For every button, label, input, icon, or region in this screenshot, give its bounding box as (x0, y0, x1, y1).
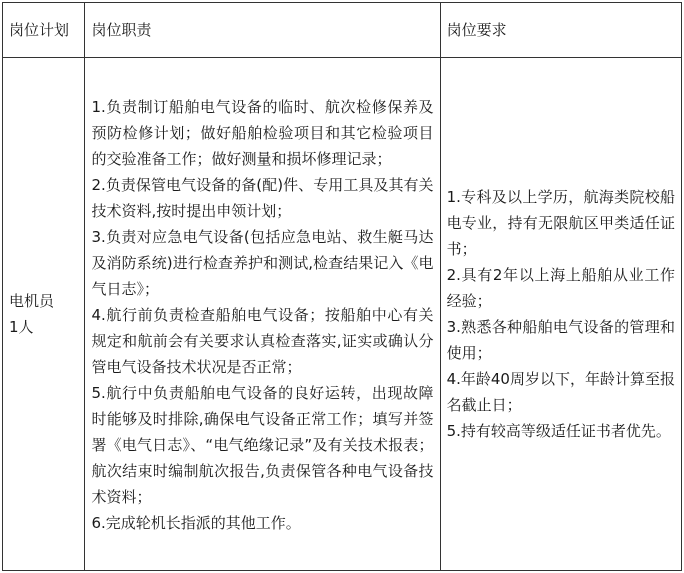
header-position-plan: 岗位计划 (3, 3, 85, 58)
job-table (2, 2, 682, 571)
header-duties: 岗位职责 (85, 3, 440, 58)
table-row (3, 58, 682, 571)
duties-cell (85, 58, 440, 571)
requirements-text: 1.专科及以上学历，航海类院校船电专业，持有无限航区甲类适任证书； 2.具有2年以上海上船舶从业工作经验； 3.熟悉各种船舶电气设备的管理和使用； 4.年龄40周岁以下，年龄计算至报名截止日； 5.持有较高等级适任证书者优先。 (446, 188, 675, 440)
duties-text: 1.负责制订船舶电气设备的临时、航次检修保养及预防检修计划；做好船舶检验项目和其它检验项目的交验准备工作；做好测量和损坏修理记录； 2.负责保管电气设备的备(配)件、专用工具及其有关技术资料,按时提出申领计划； 3.负责对应急电气设备(包括应急电站、救生艇马达及消防系统)进行检查养护和测试,检查结果记入《电气日志》； 4.航行前负责检查船舶电气设备；按船舶中心有关规定和航前会有关要求认真检查落实,证实或确认分管电气设备技术状况是否正常； 5.航行中负责船舶电气设备的良好运转，出现故障时能够及时排除,确保电气设备正常工作；填写并签署《电气日志》、“电气绝缘记录”及有关技术报表；航次结束时编制航次报告,负责保管各种电气设备技术资料； 6.完成轮机长指派的其他工作。 (91, 98, 434, 532)
position-plan-text: 电机员 1人 (9, 292, 55, 336)
header-row (3, 3, 682, 58)
requirements-cell (440, 58, 681, 571)
header-requirements: 岗位要求 (440, 3, 681, 58)
position-plan-cell (3, 58, 85, 571)
